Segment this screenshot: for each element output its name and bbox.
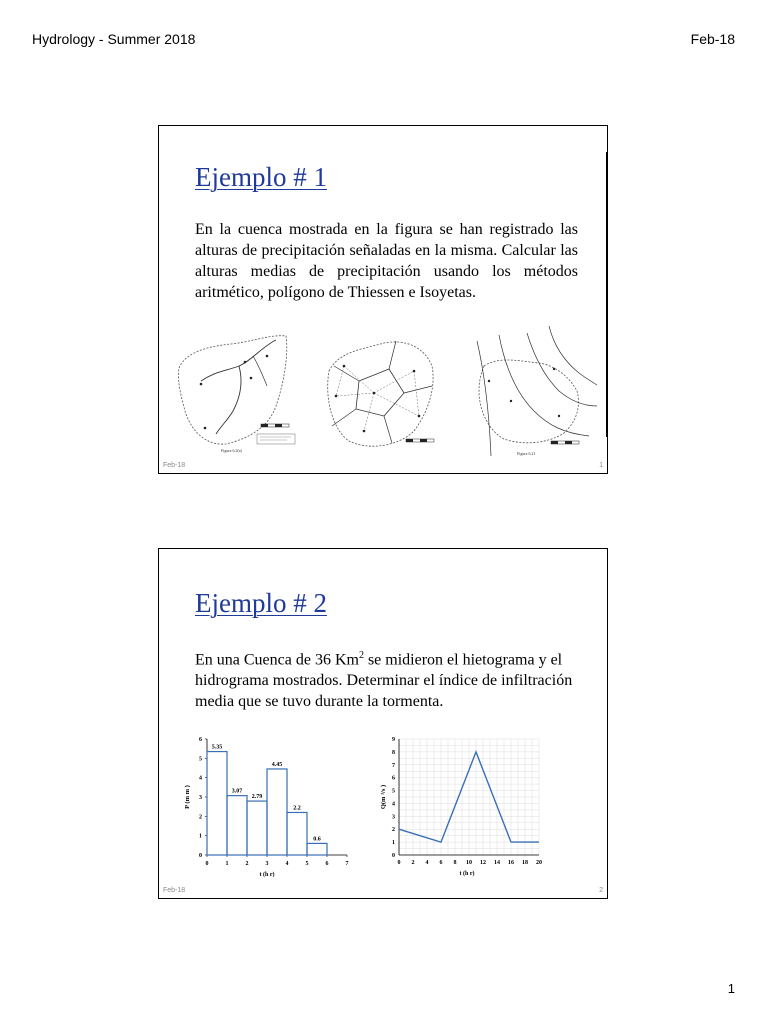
x-tick-label: 8 — [453, 860, 457, 866]
y-axis-label: Q(m ³/s ) — [380, 784, 387, 810]
x-tick-label: 2 — [245, 861, 249, 867]
bar-value-label: 5.35 — [211, 744, 223, 751]
figure-caption: Figura 6.21 — [517, 451, 536, 456]
y-tick-label: 2 — [199, 814, 202, 821]
x-axis-label: t (h r) — [259, 872, 275, 878]
slide-title: Ejemplo # 1 — [195, 162, 327, 192]
figure-caption: Figura 6.2(a) — [221, 448, 242, 453]
y-tick-label: 4 — [199, 775, 202, 782]
bar-value-label: 2.2 — [293, 805, 301, 812]
x-tick-label: 20 — [536, 860, 542, 866]
hydrograph-chart — [377, 729, 557, 881]
y-tick-label: 9 — [392, 737, 395, 743]
slide-footer-date: Feb-18 — [163, 887, 186, 894]
y-axis-label: P (m m ) — [184, 785, 191, 809]
y-tick-label: 3 — [392, 814, 395, 821]
x-tick-label: 0 — [205, 861, 209, 867]
x-tick-label: 14 — [494, 860, 500, 866]
y-tick-label: 2 — [392, 827, 395, 834]
slide-number: 2 — [599, 887, 603, 894]
x-tick-label: 4 — [425, 860, 429, 866]
bar — [227, 796, 247, 855]
x-tick-label: 0 — [397, 860, 401, 866]
y-tick-label: 5 — [199, 756, 202, 763]
bar-value-label: 4.45 — [271, 761, 283, 768]
y-tick-label: 8 — [392, 749, 395, 756]
x-tick-label: 3 — [265, 861, 269, 867]
bar-value-label: 3.07 — [231, 788, 243, 795]
x-tick-label: 16 — [508, 860, 514, 866]
bar — [307, 843, 327, 855]
x-axis-label: t (h r) — [459, 871, 475, 877]
slide-1 — [158, 125, 608, 474]
slide-footer-date: Feb-18 — [163, 462, 186, 469]
x-tick-label: 7 — [345, 861, 349, 867]
slide-title: Ejemplo # 2 — [195, 588, 327, 618]
body-text-end: se midieron el hietograma y el hidrograma mostrados. Determinar el índice de infiltración media que se tuvo durante la tormenta. — [195, 651, 573, 711]
y-tick-label: 4 — [392, 801, 395, 808]
basin-stations-figure — [171, 326, 301, 456]
y-tick-label: 0 — [392, 853, 395, 859]
y-tick-label: 3 — [199, 795, 202, 801]
bar-value-label: 2.79 — [251, 794, 263, 801]
y-tick-label: 1 — [199, 833, 202, 840]
slide-body-text — [195, 645, 578, 712]
slide-edge-bar — [606, 152, 608, 437]
x-tick-label: 5 — [305, 861, 309, 867]
hyetograph-chart — [177, 729, 357, 881]
slide-body-text: En la cuenca mostrada en la figura se han registrado las alturas de precipitación señaladas en la misma. Calcular las alturas medias de precipitación usando los métodos aritmético, polígono de Thiessen e Isoyetas. — [195, 221, 578, 301]
bar — [247, 801, 267, 855]
document-header-title: Hydrology - Summer 2018 — [32, 31, 196, 47]
y-tick-label: 5 — [392, 788, 395, 795]
x-tick-label: 18 — [522, 860, 528, 866]
y-tick-label: 0 — [199, 853, 202, 859]
slide-2 — [158, 548, 608, 899]
y-tick-label: 6 — [199, 737, 202, 743]
x-tick-label: 6 — [439, 860, 443, 866]
page-number: 1 — [727, 981, 735, 996]
bar-value-label: 0.6 — [313, 836, 321, 843]
bar — [267, 769, 287, 855]
body-text-start: En una Cuenca de 36 Km — [195, 651, 359, 669]
x-tick-label: 10 — [466, 860, 472, 866]
y-tick-label: 1 — [392, 840, 395, 847]
thiessen-polygons-figure — [314, 331, 444, 456]
y-tick-label: 6 — [392, 775, 395, 782]
bar — [207, 752, 227, 855]
superscript: 2 — [358, 650, 364, 661]
bar — [287, 812, 307, 855]
y-tick-label: 7 — [392, 762, 395, 769]
x-tick-label: 4 — [285, 861, 289, 867]
x-tick-label: 1 — [225, 861, 229, 867]
x-tick-label: 6 — [325, 861, 329, 867]
document-header-date: Feb-18 — [690, 31, 735, 47]
isohyets-figure — [459, 321, 599, 461]
x-tick-label: 12 — [480, 860, 486, 866]
x-tick-label: 2 — [411, 860, 415, 866]
slide-number: 1 — [599, 462, 603, 469]
